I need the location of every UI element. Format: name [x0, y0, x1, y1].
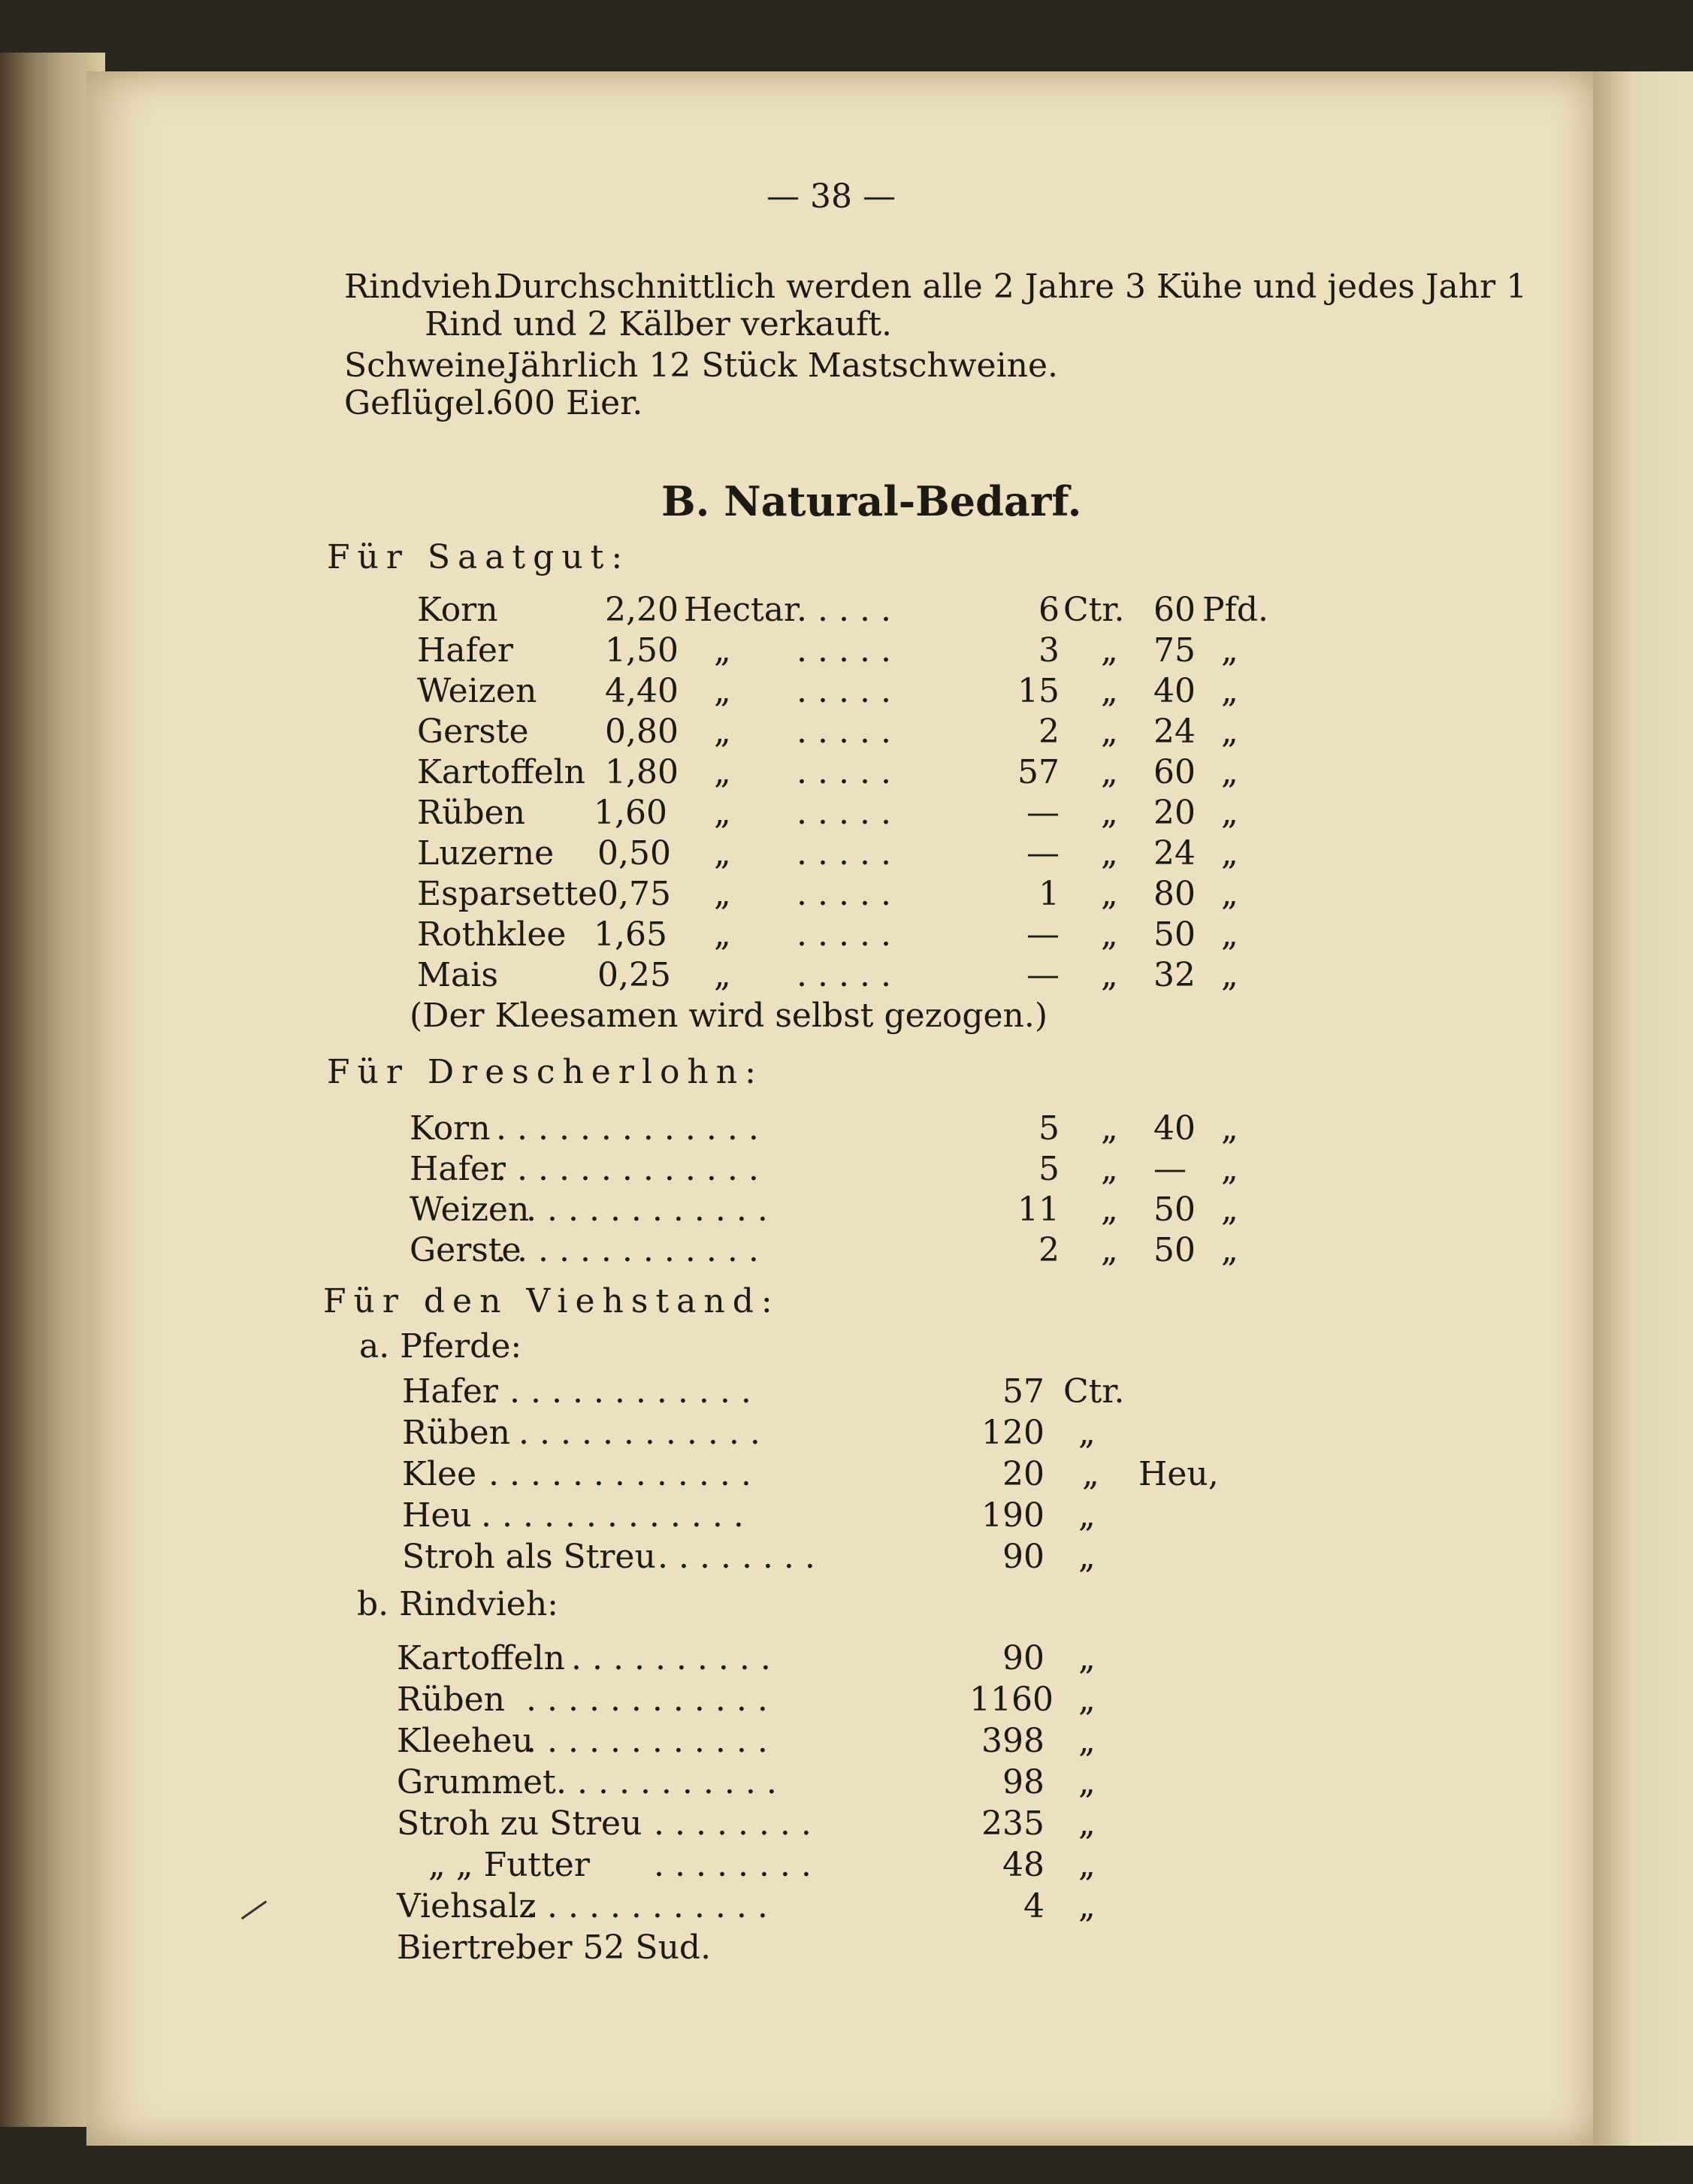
rindvieh-leader: ...........: [556, 1763, 788, 1801]
saatgut-ctr-unit: „: [1101, 753, 1118, 791]
rindvieh-leader: ........: [654, 1804, 822, 1843]
saatgut-leader: .....: [797, 712, 902, 751]
saatgut-leader: .....: [797, 834, 902, 873]
drescherlohn-pfd: —: [1153, 1150, 1187, 1188]
saatgut-leader: .....: [797, 794, 902, 832]
rindvieh-item: Rüben: [397, 1680, 506, 1719]
pferde-unit: „: [1082, 1455, 1099, 1493]
saatgut-area: 0,50: [597, 834, 671, 873]
saatgut-ctr-unit: „: [1101, 956, 1118, 994]
saatgut-ctr-unit: „: [1101, 834, 1118, 873]
saatgut-pfd: 60: [1153, 591, 1196, 629]
saatgut-area: 1,80: [605, 753, 679, 791]
rindvieh-qty: 90: [1002, 1639, 1045, 1677]
rindvieh-unit: „: [1078, 1722, 1096, 1760]
saatgut-leader: .....: [797, 591, 902, 629]
saatgut-pfd: 60: [1153, 753, 1196, 791]
drescherlohn-leader: ............: [526, 1190, 778, 1229]
drescherlohn-pfd: 50: [1153, 1231, 1196, 1269]
pferde-qty: 190: [981, 1496, 1045, 1535]
saatgut-crop: Weizen: [417, 672, 537, 710]
saatgut-pfd: 75: [1153, 631, 1196, 670]
drescherlohn-pfd: 40: [1153, 1109, 1196, 1148]
livestock-rindvieh-cont: Rind und 2 Kälber verkauft.: [425, 305, 893, 343]
saatgut-leader: .....: [797, 631, 902, 670]
saatgut-pfd: 50: [1153, 915, 1196, 954]
saatgut-pfd: 80: [1153, 875, 1196, 913]
saatgut-crop: Mais: [417, 956, 498, 994]
saatgut-crop: Hafer: [417, 631, 513, 670]
drescherlohn-leader: .............: [496, 1150, 769, 1188]
saatgut-pfd: 24: [1153, 834, 1196, 873]
saatgut-area: 1,65: [594, 915, 667, 954]
saatgut-unit: „: [714, 753, 731, 791]
drescherlohn-pfd: 50: [1153, 1190, 1196, 1229]
rindvieh-unit: „: [1078, 1846, 1096, 1884]
saatgut-ctr: 3: [1038, 631, 1060, 670]
rindvieh-unit: „: [1078, 1804, 1096, 1843]
viehstand-heading: Für den Viehstand:: [323, 1282, 780, 1320]
saatgut-pfd-unit: „: [1221, 712, 1238, 751]
saatgut-ctr: 57: [1017, 753, 1060, 791]
facing-page-edge: [1593, 71, 1693, 2146]
saatgut-area: 0,80: [605, 712, 679, 751]
pferde-leader: .............: [488, 1455, 762, 1493]
rindvieh-item: Stroh zu Streu: [397, 1804, 642, 1843]
drescherlohn-ctr-unit: „: [1101, 1231, 1118, 1269]
rindvieh-item: Viehsalz: [397, 1887, 537, 1925]
rindvieh-unit: „: [1078, 1763, 1096, 1801]
saatgut-pfd-unit: „: [1221, 834, 1238, 873]
saatgut-ctr: 6: [1038, 591, 1060, 629]
saatgut-crop: Luzerne: [417, 834, 555, 873]
saatgut-leader: .....: [797, 672, 902, 710]
saatgut-crop: Esparsette: [417, 875, 598, 913]
drescherlohn-leader: .............: [496, 1231, 769, 1269]
section-title: B. Natural-Bedarf.: [661, 477, 1082, 525]
rindvieh-last-line: Biertreber 52 Sud.: [397, 1928, 712, 1967]
saatgut-crop: Gerste: [417, 712, 529, 751]
pferde-item: Stroh als Streu: [402, 1538, 656, 1576]
drescherlohn-ctr-unit: „: [1101, 1150, 1118, 1188]
pferde-leader: ............: [518, 1414, 771, 1452]
drescherlohn-pfd-unit: „: [1221, 1190, 1238, 1229]
livestock-gefluegel-text: 600 Eier.: [492, 384, 643, 422]
pferde-qty: 90: [1002, 1538, 1045, 1576]
saatgut-ctr: 15: [1017, 672, 1060, 710]
saatgut-area: 1,50: [605, 631, 679, 670]
saatgut-area: 0,25: [597, 956, 671, 994]
rindvieh-leader: ............: [526, 1680, 778, 1719]
rindvieh-label: b. Rindvieh:: [357, 1585, 558, 1623]
rindvieh-qty: 4: [1023, 1887, 1045, 1925]
saatgut-heading: Für Saatgut:: [327, 538, 630, 576]
saatgut-area: 1,60: [594, 794, 667, 832]
livestock-schweine-label: Schweine.: [344, 346, 517, 385]
drescherlohn-crop: Gerste: [410, 1231, 522, 1269]
saatgut-ctr-unit: „: [1101, 875, 1118, 913]
livestock-rindvieh-label: Rindvieh.: [344, 268, 503, 306]
rindvieh-item: Grummet: [397, 1763, 556, 1801]
saatgut-pfd: 40: [1153, 672, 1196, 710]
saatgut-unit: „: [714, 915, 731, 954]
saatgut-leader: .....: [797, 915, 902, 954]
saatgut-pfd: 24: [1153, 712, 1196, 751]
saatgut-ctr-unit: Ctr.: [1063, 591, 1125, 629]
drescherlohn-crop: Hafer: [410, 1150, 506, 1188]
drescherlohn-ctr: 5: [1038, 1150, 1060, 1188]
drescherlohn-ctr-unit: „: [1101, 1109, 1118, 1148]
rindvieh-qty: 98: [1002, 1763, 1045, 1801]
saatgut-crop: Rüben: [417, 794, 526, 832]
drescherlohn-pfd-unit: „: [1221, 1109, 1238, 1148]
saatgut-ctr: —: [1026, 834, 1060, 873]
saatgut-ctr: —: [1026, 956, 1060, 994]
drescherlohn-pfd-unit: „: [1221, 1231, 1238, 1269]
pferde-unit: Ctr.: [1063, 1372, 1125, 1411]
saatgut-unit: Hectar: [684, 591, 800, 629]
pferde-item: Heu: [402, 1496, 472, 1535]
rindvieh-item: „ „ Futter: [428, 1846, 590, 1884]
drescherlohn-ctr: 11: [1017, 1190, 1060, 1229]
pferde-leader: .............: [481, 1496, 754, 1535]
pferde-extra: Heu,: [1138, 1455, 1219, 1493]
saatgut-pfd-unit: Pfd.: [1202, 591, 1269, 629]
rindvieh-item: Kartoffeln: [397, 1639, 566, 1677]
pferde-unit: „: [1078, 1538, 1096, 1576]
pferde-item: Hafer: [402, 1372, 498, 1411]
saatgut-unit: „: [714, 875, 731, 913]
rindvieh-item: Kleeheu: [397, 1722, 534, 1760]
saatgut-area: 2,20: [605, 591, 679, 629]
saatgut-area: 4,40: [605, 672, 679, 710]
rindvieh-leader: ............: [526, 1887, 778, 1925]
rindvieh-unit: „: [1078, 1680, 1096, 1719]
pferde-qty: 120: [981, 1414, 1045, 1452]
saatgut-ctr: 1: [1038, 875, 1060, 913]
drescherlohn-leader: .............: [496, 1109, 769, 1148]
saatgut-ctr: —: [1026, 915, 1060, 954]
saatgut-unit: „: [714, 956, 731, 994]
pferde-leader: ........: [658, 1538, 826, 1576]
saatgut-unit: „: [714, 672, 731, 710]
rindvieh-qty: 48: [1002, 1846, 1045, 1884]
saatgut-ctr-unit: „: [1101, 712, 1118, 751]
pferde-leader: .............: [488, 1372, 762, 1411]
pferde-qty: 57: [1002, 1372, 1045, 1411]
rindvieh-qty: 398: [981, 1722, 1045, 1760]
saatgut-leader: .....: [797, 875, 902, 913]
saatgut-unit: „: [714, 834, 731, 873]
drescherlohn-heading: Für Drescherlohn:: [327, 1053, 763, 1091]
drescherlohn-ctr: 2: [1038, 1231, 1060, 1269]
pferde-unit: „: [1078, 1414, 1096, 1452]
saatgut-ctr-unit: „: [1101, 631, 1118, 670]
rindvieh-unit: „: [1078, 1887, 1096, 1925]
rindvieh-leader: ........: [654, 1846, 822, 1884]
pferde-item: Rüben: [402, 1414, 511, 1452]
saatgut-leader: .....: [797, 753, 902, 791]
saatgut-pfd-unit: „: [1221, 631, 1238, 670]
page-number: — 38 —: [766, 177, 896, 216]
saatgut-pfd-unit: „: [1221, 672, 1238, 710]
livestock-rindvieh-text: Durchschnittlich werden alle 2 Jahre 3 Kühe und jedes Jahr 1: [496, 268, 1528, 306]
saatgut-ctr: 2: [1038, 712, 1060, 751]
saatgut-pfd: 20: [1153, 794, 1196, 832]
saatgut-pfd-unit: „: [1221, 956, 1238, 994]
drescherlohn-ctr-unit: „: [1101, 1190, 1118, 1229]
saatgut-pfd-unit: „: [1221, 915, 1238, 954]
saatgut-area: 0,75: [597, 875, 671, 913]
saatgut-crop: Rothklee: [417, 915, 567, 954]
pferde-label: a. Pferde:: [359, 1327, 522, 1366]
saatgut-pfd-unit: „: [1221, 794, 1238, 832]
rindvieh-qty: 1160: [969, 1680, 1054, 1719]
saatgut-pfd: 32: [1153, 956, 1196, 994]
rindvieh-leader: ..........: [571, 1639, 782, 1677]
saatgut-pfd-unit: „: [1221, 753, 1238, 791]
saatgut-ctr-unit: „: [1101, 794, 1118, 832]
saatgut-ctr-unit: „: [1101, 915, 1118, 954]
drescherlohn-crop: Korn: [410, 1109, 491, 1148]
saatgut-leader: .....: [797, 956, 902, 994]
drescherlohn-crop: Weizen: [410, 1190, 530, 1229]
pferde-item: Klee: [402, 1455, 477, 1493]
saatgut-unit: „: [714, 712, 731, 751]
saatgut-note: (Der Kleesamen wird selbst gezogen.): [410, 997, 1048, 1035]
saatgut-unit: „: [714, 631, 731, 670]
rindvieh-leader: ............: [526, 1722, 778, 1760]
saatgut-ctr: —: [1026, 794, 1060, 832]
pferde-unit: „: [1078, 1496, 1096, 1535]
drescherlohn-ctr: 5: [1038, 1109, 1060, 1148]
livestock-gefluegel-label: Geflügel.: [344, 384, 496, 422]
rindvieh-unit: „: [1078, 1639, 1096, 1677]
livestock-schweine-text: Jährlich 12 Stück Mastschweine.: [507, 346, 1059, 385]
saatgut-crop: Kartoffeln: [417, 753, 586, 791]
drescherlohn-pfd-unit: „: [1221, 1150, 1238, 1188]
saatgut-crop: Korn: [417, 591, 498, 629]
rindvieh-qty: 235: [981, 1804, 1045, 1843]
saatgut-unit: „: [714, 794, 731, 832]
saatgut-ctr-unit: „: [1101, 672, 1118, 710]
pferde-qty: 20: [1002, 1455, 1045, 1493]
saatgut-pfd-unit: „: [1221, 875, 1238, 913]
